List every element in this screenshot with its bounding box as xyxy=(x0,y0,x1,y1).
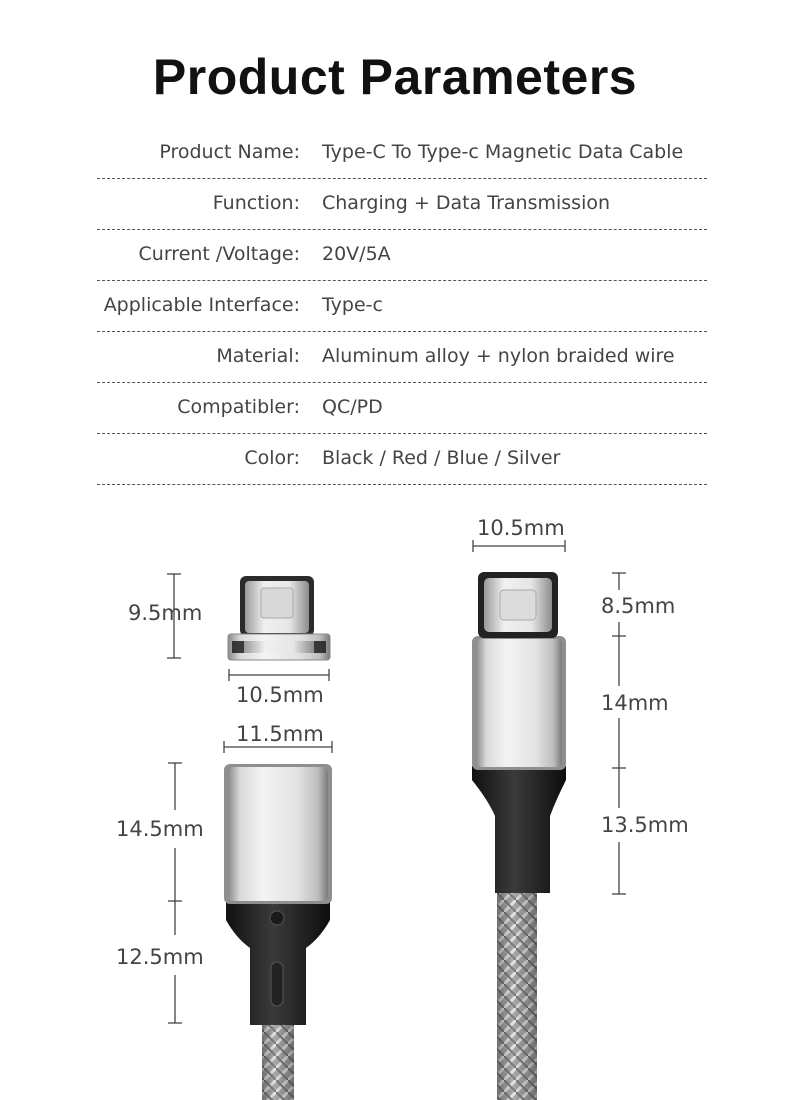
plug-tip-height-label: 8.5mm xyxy=(601,594,676,618)
param-label: Product Name: xyxy=(159,141,300,163)
type-c-plug-connector xyxy=(472,572,566,1100)
param-label: Applicable Interface: xyxy=(103,294,300,316)
param-value: 20V/5A xyxy=(322,243,391,265)
param-label: Color: xyxy=(244,447,300,469)
param-label: Current /Voltage: xyxy=(138,243,300,265)
param-label: Material: xyxy=(216,345,300,367)
socket-boot-height-label: 12.5mm xyxy=(116,945,204,969)
page-title: Product Parameters xyxy=(152,49,638,105)
tip-width-label: 10.5mm xyxy=(236,683,324,707)
param-label: Function: xyxy=(212,192,300,214)
magnetic-socket-connector xyxy=(224,764,332,1100)
param-value: Aluminum alloy + nylon braided wire xyxy=(322,345,675,367)
magnetic-tip xyxy=(228,576,330,660)
param-value: Charging + Data Transmission xyxy=(322,192,611,214)
plug-width-label: 10.5mm xyxy=(477,516,565,540)
param-label: Compatibler: xyxy=(177,396,300,418)
plug-boot-height-label: 13.5mm xyxy=(601,813,689,837)
socket-width-label: 11.5mm xyxy=(236,722,324,746)
param-value: Black / Red / Blue / Silver xyxy=(322,447,561,469)
plug-body-height-label: 14mm xyxy=(601,691,669,715)
tip-height-label: 9.5mm xyxy=(128,601,203,625)
param-value: Type-C To Type-c Magnetic Data Cable xyxy=(322,141,684,163)
param-value: Type-c xyxy=(322,294,383,316)
param-value: QC/PD xyxy=(322,396,383,418)
socket-body-height-label: 14.5mm xyxy=(116,817,204,841)
